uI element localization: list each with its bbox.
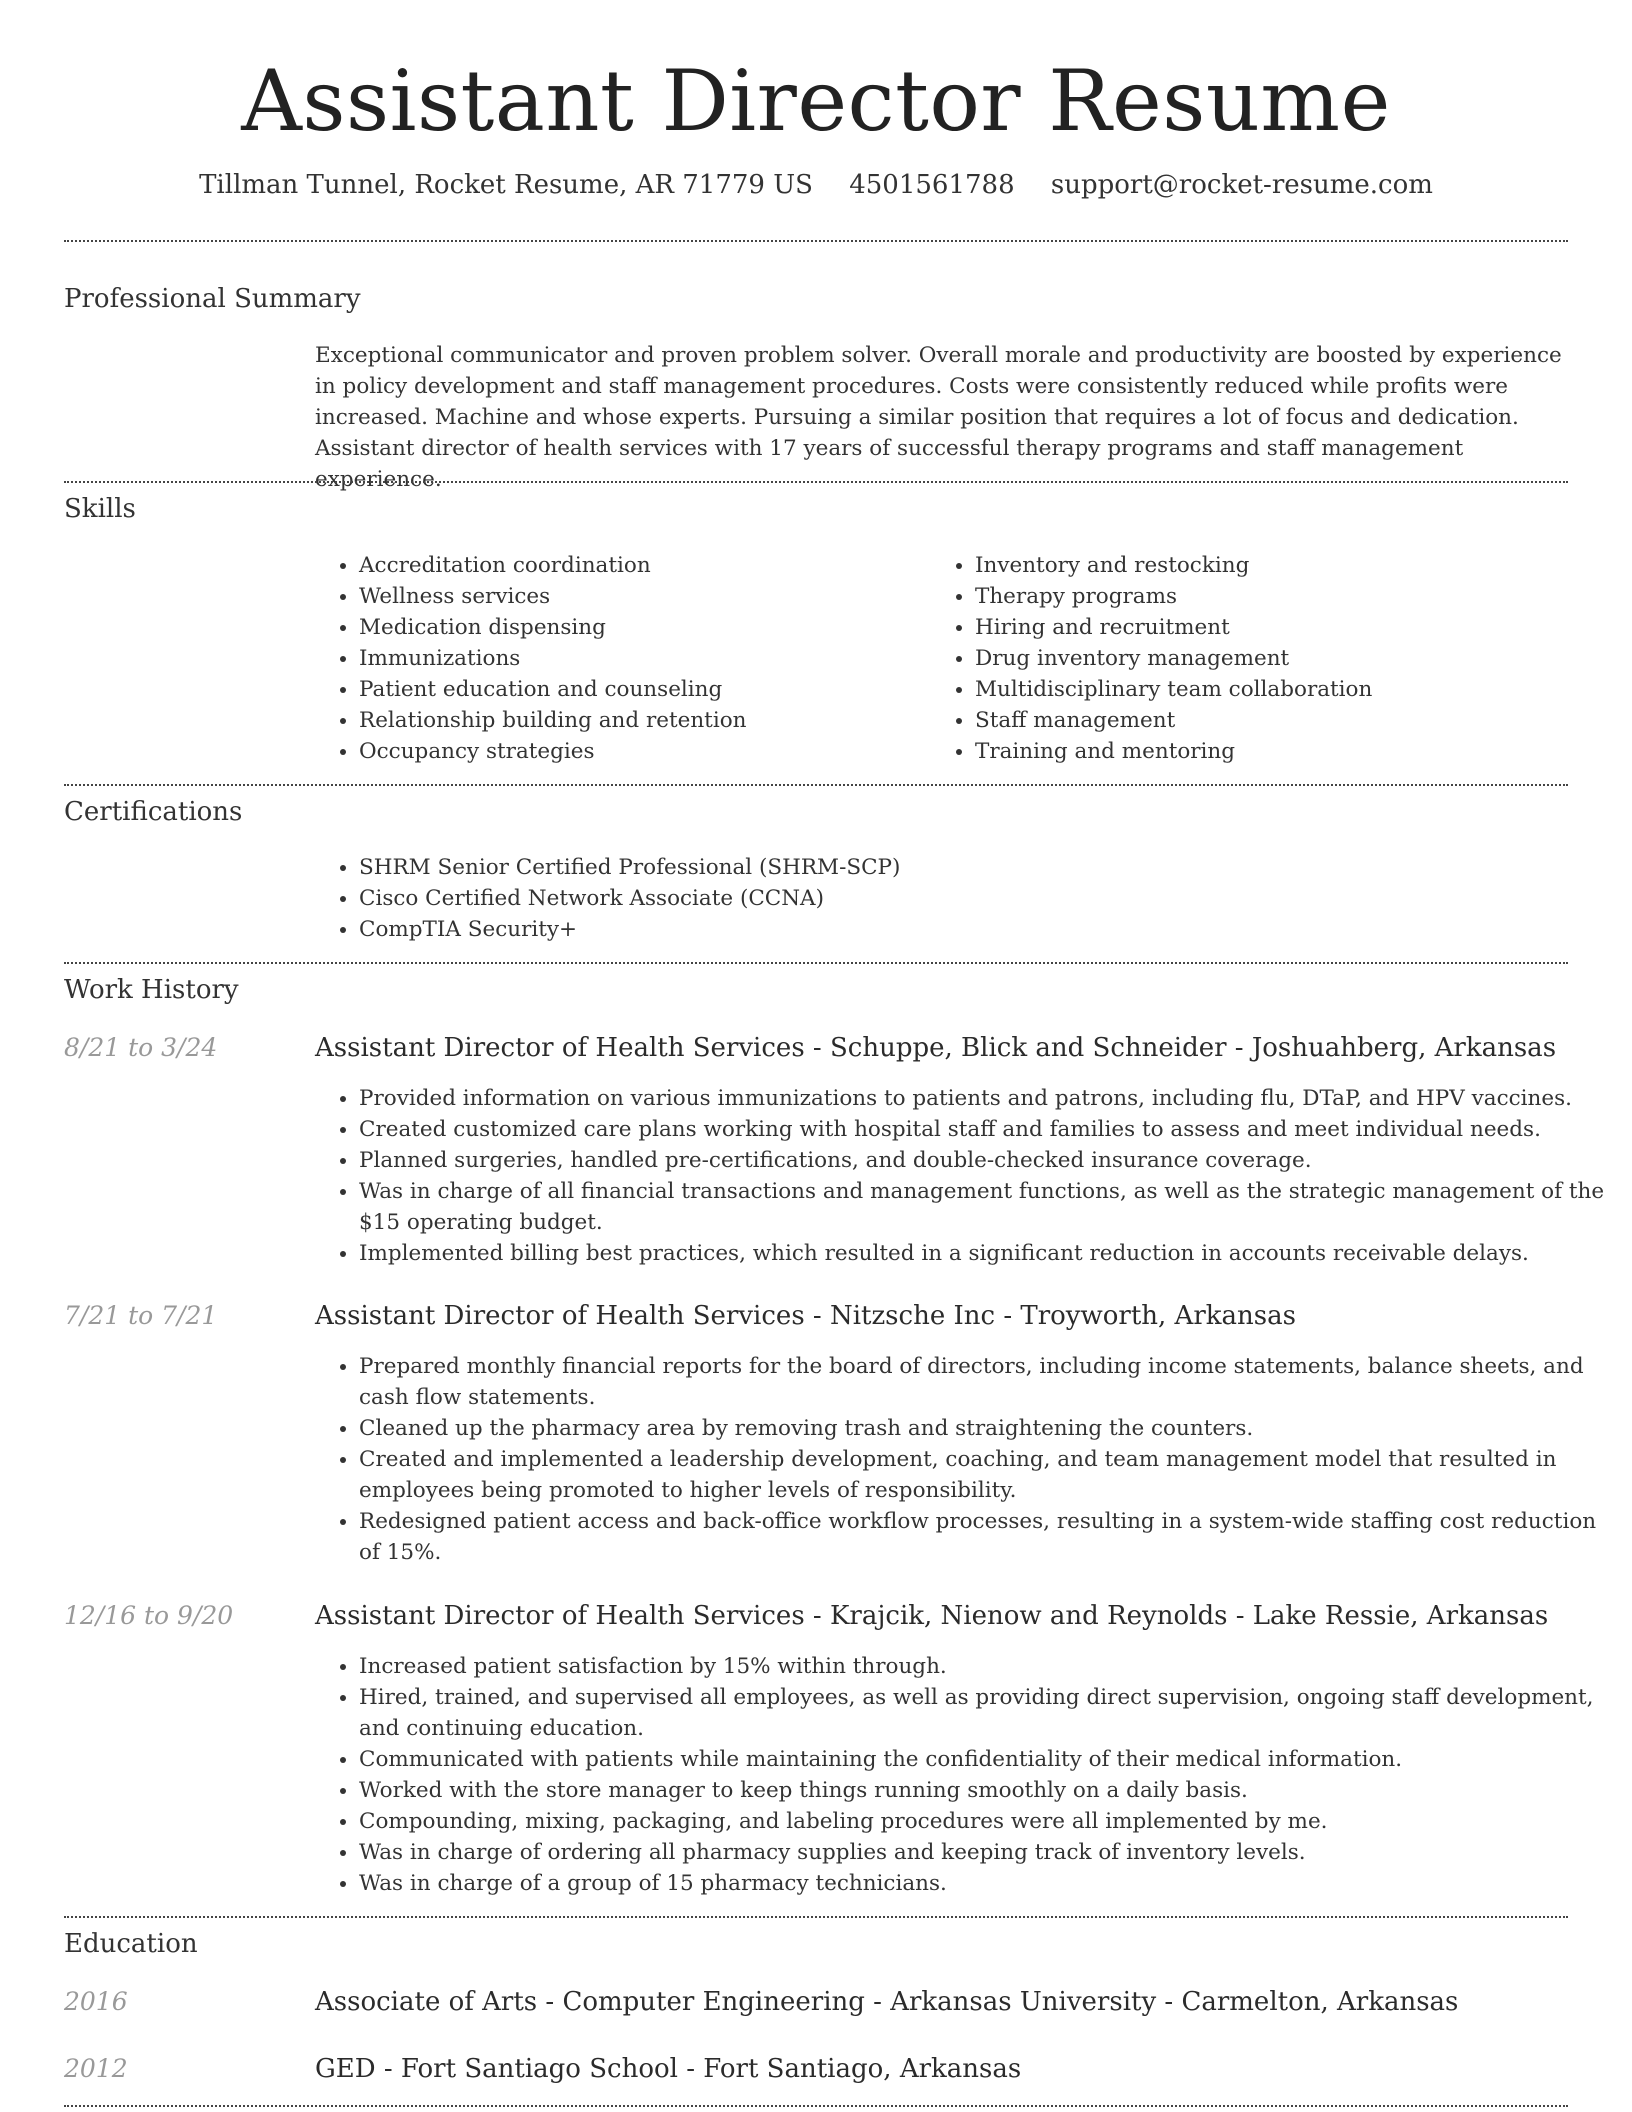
list-item: • Communicated with patients while maintaining the confidentiality of their medical information.: [359, 1744, 1611, 1775]
education-entry: Associate of Arts - Computer Engineering - Arkansas University - Carmelton, Arkansas: [315, 1987, 1459, 2017]
list-item: • Inventory and restocking: [975, 550, 1595, 581]
divider: [64, 784, 1568, 786]
divider: [64, 2105, 1568, 2107]
list-item: • Redesigned patient access and back-office workflow processes, resulting in a system-wide staffing cost reduction of 15%.: [359, 1506, 1611, 1568]
divider: [64, 481, 1568, 483]
list-item: • SHRM Senior Certified Professional (SHRM-SCP): [359, 852, 1611, 883]
education-entry: GED - Fort Santiago School - Fort Santiago, Arkansas: [315, 2054, 1022, 2084]
list-item: • Increased patient satisfaction by 15% within through.: [359, 1651, 1611, 1682]
education-year: 2016: [64, 1987, 128, 2016]
divider: [64, 240, 1568, 242]
list-item: • Therapy programs: [975, 581, 1595, 612]
list-item: • Medication dispensing: [359, 612, 919, 643]
summary-text: Exceptional communicator and proven problem solver. Overall morale and productivity are boosted by experience in policy development and staff management procedures. Costs were consistently reduced while profits were increased. Machine and whose experts. Pursuing a similar position that requires a lot of focus and dedication. Assistant director of health services with 17 years of successful therapy programs and staff management experience.: [315, 343, 1562, 492]
list-item: • Hiring and recruitment: [975, 612, 1595, 643]
divider: [64, 962, 1568, 964]
list-item: • Was in charge of a group of 15 pharmacy technicians.: [359, 1868, 1611, 1899]
job-bullets: [315, 1351, 1611, 1568]
list-item: • Staff management: [975, 705, 1595, 736]
certifications-list: [315, 852, 1611, 945]
list-item: • Patient education and counseling: [359, 674, 919, 705]
list-item: • CompTIA Security+: [359, 914, 1611, 945]
list-item: • Accreditation coordination: [359, 550, 919, 581]
list-item: • Cisco Certified Network Associate (CCNA): [359, 883, 1611, 914]
list-item: • Compounding, mixing, packaging, and labeling procedures were all implemented by me.: [359, 1806, 1611, 1837]
skills-list-right: [931, 550, 1595, 767]
contact-line: [0, 170, 1632, 200]
list-item: • Created and implemented a leadership development, coaching, and team management model that resulted in employees being promoted to higher levels of responsibility.: [359, 1444, 1611, 1506]
job-bullets: [315, 1083, 1611, 1269]
list-item: • Cleaned up the pharmacy area by removing trash and straightening the counters.: [359, 1413, 1611, 1444]
section-title-skills: Skills: [64, 494, 136, 524]
job-title: Assistant Director of Health Services - Nitzsche Inc - Troyworth, Arkansas: [315, 1301, 1296, 1331]
list-item: • Provided information on various immunizations to patients and patrons, including flu, DTaP, and HPV vaccines.: [359, 1083, 1611, 1114]
list-item: • Training and mentoring: [975, 736, 1595, 767]
contact-address: Tillman Tunnel, Rocket Resume, AR 71779 US: [199, 170, 813, 200]
education-year: 2012: [64, 2054, 128, 2083]
page-title: Assistant Director Resume: [241, 52, 1391, 150]
list-item: • Worked with the store manager to keep things running smoothly on a daily basis.: [359, 1775, 1611, 1806]
skills-list-left: [315, 550, 919, 767]
list-item: • Immunizations: [359, 643, 919, 674]
job-dates: 7/21 to 7/21: [64, 1301, 218, 1330]
section-title-certifications: Certifications: [64, 797, 243, 827]
job-dates: 8/21 to 3/24: [64, 1033, 218, 1062]
list-item: • Prepared monthly financial reports for the board of directors, including income statements, balance sheets, and cash flow statements.: [359, 1351, 1611, 1413]
list-item: • Was in charge of all financial transactions and management functions, as well as the strategic management of the $15 operating budget.: [359, 1176, 1611, 1238]
list-item: • Relationship building and retention: [359, 705, 919, 736]
list-item: • Planned surgeries, handled pre-certifications, and double-checked insurance coverage.: [359, 1145, 1611, 1176]
job-title: Assistant Director of Health Services - Krajcik, Nienow and Reynolds - Lake Ressie, Arkansas: [315, 1601, 1549, 1631]
job-title: Assistant Director of Health Services - Schuppe, Blick and Schneider - Joshuahberg, Arkansas: [315, 1033, 1557, 1063]
list-item: • Hired, trained, and supervised all employees, as well as providing direct supervision, ongoing staff development, and continuing education.: [359, 1682, 1611, 1744]
contact-email: support@rocket-resume.com: [1050, 170, 1433, 200]
list-item: • Multidisciplinary team collaboration: [975, 674, 1595, 705]
contact-phone: 4501561788: [849, 170, 1015, 200]
list-item: • Implemented billing best practices, which resulted in a significant reduction in accounts receivable delays.: [359, 1238, 1611, 1269]
section-title-work-history: Work History: [64, 975, 239, 1005]
job-bullets: [315, 1651, 1611, 1899]
list-item: • Created customized care plans working with hospital staff and families to assess and meet individual needs.: [359, 1114, 1611, 1145]
divider: [64, 1916, 1568, 1918]
job-dates: 12/16 to 9/20: [64, 1601, 234, 1630]
section-title-education: Education: [64, 1929, 198, 1959]
section-title-summary: Professional Summary: [64, 284, 361, 314]
list-item: • Was in charge of ordering all pharmacy supplies and keeping track of inventory levels.: [359, 1837, 1611, 1868]
list-item: • Drug inventory management: [975, 643, 1595, 674]
list-item: • Occupancy strategies: [359, 736, 919, 767]
list-item: • Wellness services: [359, 581, 919, 612]
